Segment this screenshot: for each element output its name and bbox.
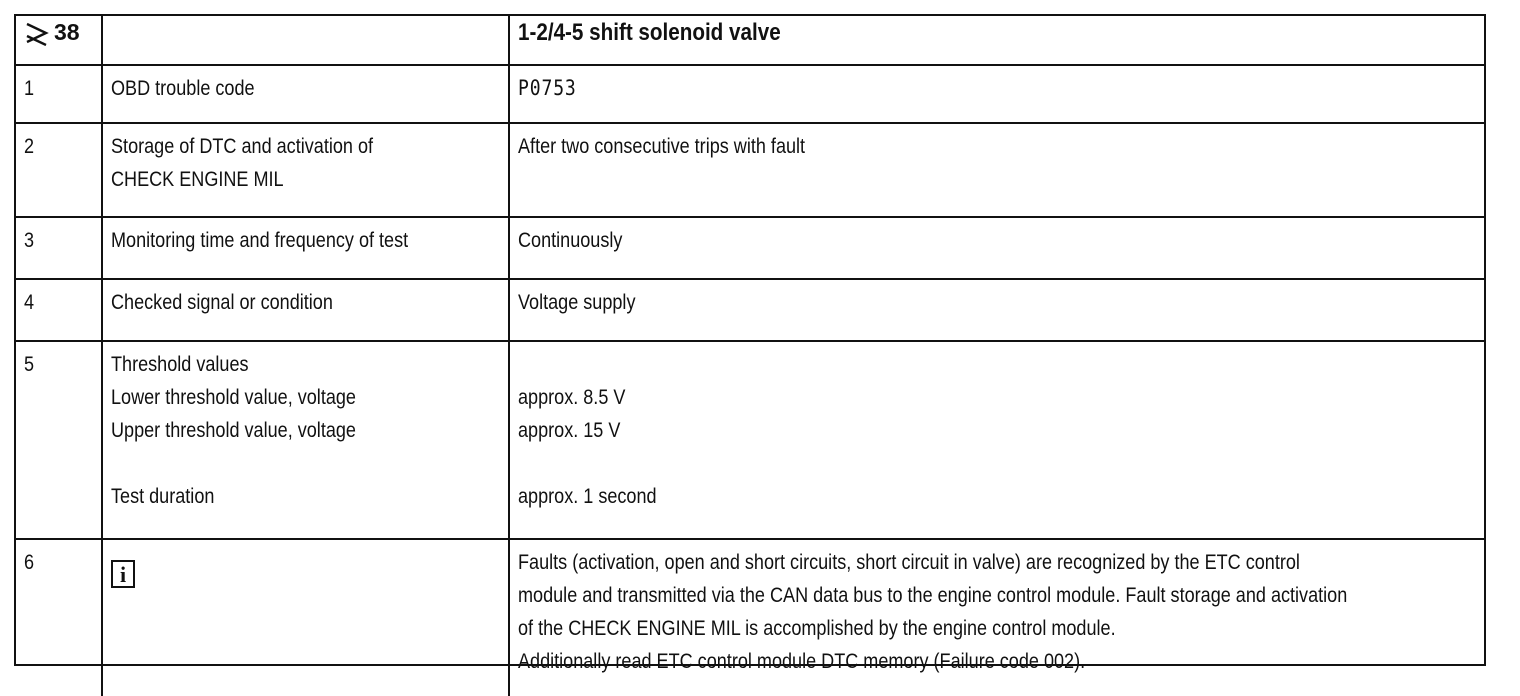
obd-code: P0753 <box>518 76 577 100</box>
row-number: 2 <box>16 123 102 217</box>
header-row <box>16 16 1484 65</box>
table-row <box>16 539 1484 696</box>
row-value: Continuously <box>509 217 1484 279</box>
info-icon: i <box>111 560 135 588</box>
dtc-number: 38 <box>54 19 80 45</box>
row-label: Checked signal or condition <box>102 279 509 341</box>
row-number: 1 <box>16 65 102 123</box>
row-label <box>102 539 509 696</box>
dtc-table <box>16 16 1484 696</box>
row-value: After two consecutive trips with fault <box>509 123 1484 217</box>
row-label: OBD trouble code <box>102 65 509 123</box>
row-number: 3 <box>16 217 102 279</box>
row-value: Voltage supply <box>509 279 1484 341</box>
header-title-cell <box>509 16 1484 65</box>
row-value <box>509 65 1484 123</box>
table-row <box>16 65 1484 123</box>
dtc-title: 1-2/4-5 shift solenoid valve <box>518 19 781 46</box>
table-row <box>16 279 1484 341</box>
row-value: approx. 8.5 V approx. 15 V approx. 1 second <box>509 341 1484 539</box>
row-label: Storage of DTC and activation of CHECK ENGINE MIL <box>102 123 509 217</box>
dtc-sheet <box>14 14 1486 673</box>
row-number: 6 <box>16 539 102 696</box>
table-row <box>16 217 1484 279</box>
table-row <box>16 123 1484 217</box>
table-row <box>16 341 1484 539</box>
arrow-marker-icon <box>24 20 50 46</box>
row-label: Monitoring time and frequency of test <box>102 217 509 279</box>
header-empty-cell <box>102 16 509 65</box>
row-label: Threshold values Lower threshold value, voltage Upper threshold value, voltage Test duration <box>102 341 509 539</box>
row-number: 5 <box>16 341 102 539</box>
row-value: Faults (activation, open and short circuits, short circuit in valve) are recognized by the ETC control module and transmitted via the CAN data bus to the engine control module. Fault storage and activation of the CHECK ENGINE MIL is accomplished by the engine control module. Additionally read ETC control module DTC memory (Failure code 002). <box>509 539 1484 696</box>
header-number-cell <box>16 16 102 65</box>
row-number: 4 <box>16 279 102 341</box>
